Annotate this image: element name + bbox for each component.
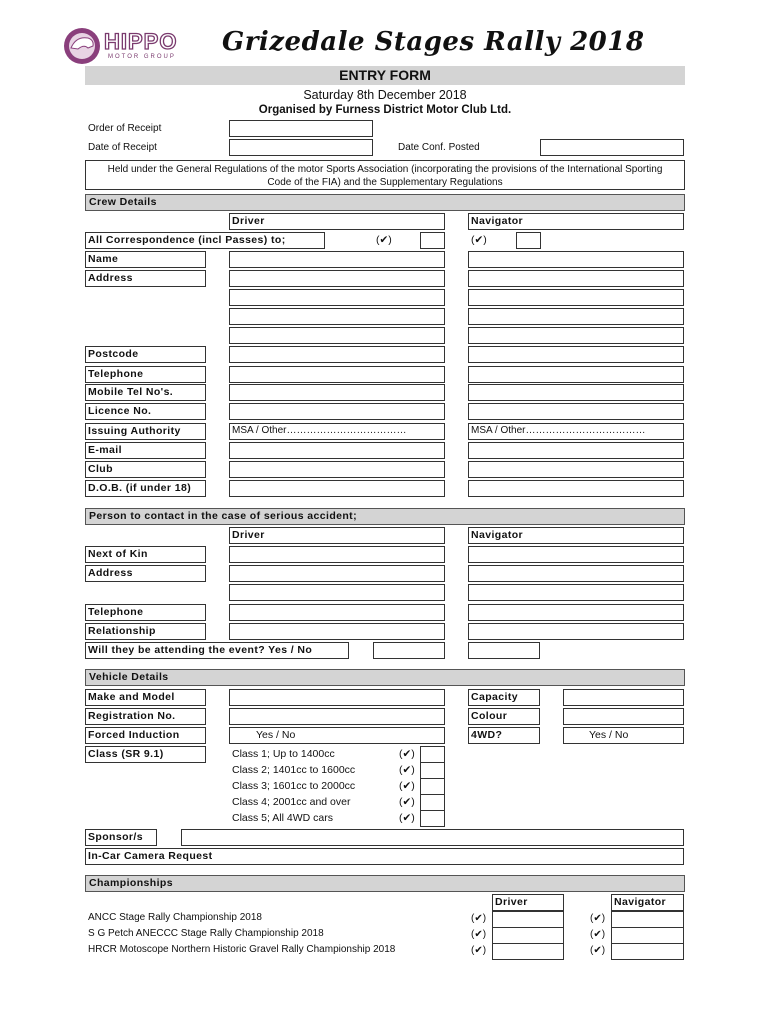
- sponsor-field[interactable]: [181, 829, 684, 846]
- logo-subtext: MOTOR GROUP: [108, 54, 176, 60]
- class-1-tick: (✔): [399, 748, 415, 760]
- champ-2-navigator-checkbox[interactable]: [611, 927, 684, 944]
- navigator-msa-text: MSA / Other………………………………: [471, 425, 646, 436]
- class-option-3: Class 3; 1601cc to 2000cc: [232, 780, 356, 792]
- emergency-contact-header: Person to contact in the case of serious accident;: [85, 508, 685, 525]
- class-1-checkbox[interactable]: [420, 746, 445, 763]
- navigator-kin-field[interactable]: [468, 546, 684, 563]
- driver-club-field[interactable]: [229, 461, 445, 478]
- fwd-label: 4WD?: [468, 727, 540, 744]
- class-3-checkbox[interactable]: [420, 778, 445, 795]
- champ-2-driver-tick: (✔): [471, 929, 487, 940]
- champ-3-driver-checkbox[interactable]: [492, 943, 564, 960]
- championship-2-name: S G Petch ANECCC Stage Rally Championship 2018: [88, 928, 324, 939]
- class-option-5: Class 5; All 4WD cars: [232, 812, 333, 824]
- navigator-address-field-3[interactable]: [468, 308, 684, 325]
- class-option-1: Class 1; Up to 1400cc: [232, 748, 335, 760]
- hippo-logo-icon: [60, 26, 104, 66]
- issuing-authority-label: Issuing Authority: [85, 423, 206, 440]
- forced-induction-label: Forced Induction: [85, 727, 206, 744]
- championship-1-name: ANCC Stage Rally Championship 2018: [88, 912, 262, 923]
- driver-address-field-3[interactable]: [229, 308, 445, 325]
- navigator-address-field-2[interactable]: [468, 289, 684, 306]
- attending-label: Will they be attending the event? Yes / No: [85, 642, 349, 659]
- class-4-checkbox[interactable]: [420, 794, 445, 811]
- navigator-kin-address-field-2[interactable]: [468, 584, 684, 601]
- logo: [60, 26, 190, 66]
- class-label: Class (SR 9.1): [85, 746, 206, 763]
- driver-email-field[interactable]: [229, 442, 445, 459]
- emergency-driver-label: Driver: [232, 529, 265, 541]
- emergency-navigator-label: Navigator: [471, 529, 524, 541]
- championship-3-name: HRCR Motoscope Northern Historic Gravel Rally Championship 2018: [88, 944, 396, 955]
- email-label: E-mail: [85, 442, 206, 459]
- champ-1-driver-tick: (✔): [471, 913, 487, 924]
- capacity-label: Capacity: [468, 689, 540, 706]
- navigator-telephone-field[interactable]: [468, 366, 684, 383]
- kin-address-label: Address: [85, 565, 206, 582]
- driver-kin-address-field-1[interactable]: [229, 565, 445, 582]
- club-label: Club: [85, 461, 206, 478]
- navigator-mobile-field[interactable]: [468, 384, 684, 401]
- date-conf-posted-field[interactable]: [540, 139, 684, 156]
- champ-2-navigator-tick: (✔): [590, 929, 606, 940]
- driver-postcode-field[interactable]: [229, 346, 445, 363]
- class-4-tick: (✔): [399, 796, 415, 808]
- navigator-kin-relationship-field[interactable]: [468, 623, 684, 640]
- champ-3-navigator-tick: (✔): [590, 945, 606, 956]
- telephone-label: Telephone: [85, 366, 206, 383]
- event-date: Saturday 8th December 2018: [303, 88, 467, 102]
- forced-induction-value: Yes / No: [256, 729, 296, 741]
- championships-header: Championships: [85, 875, 685, 892]
- driver-telephone-field[interactable]: [229, 366, 445, 383]
- driver-kin-field[interactable]: [229, 546, 445, 563]
- driver-mobile-field[interactable]: [229, 384, 445, 401]
- date-of-receipt-label: Date of Receipt: [88, 142, 157, 153]
- navigator-address-field-4[interactable]: [468, 327, 684, 344]
- camera-request-label: In-Car Camera Request: [85, 848, 684, 865]
- driver-licence-field[interactable]: [229, 403, 445, 420]
- logo-text: HIPPO: [104, 29, 178, 54]
- form-title: ENTRY FORM: [339, 67, 431, 83]
- make-model-label: Make and Model: [85, 689, 206, 706]
- regulations-note: [85, 160, 685, 190]
- navigator-kin-telephone-field[interactable]: [468, 604, 684, 621]
- order-of-receipt-label: Order of Receipt: [88, 123, 162, 134]
- next-of-kin-label: Next of Kin: [85, 546, 206, 563]
- crew-details-header: Crew Details: [85, 194, 685, 211]
- address-label: Address: [85, 270, 206, 287]
- make-model-field[interactable]: [229, 689, 445, 706]
- navigator-postcode-field[interactable]: [468, 346, 684, 363]
- class-5-checkbox[interactable]: [420, 810, 445, 827]
- navigator-email-field[interactable]: [468, 442, 684, 459]
- navigator-name-field[interactable]: [468, 251, 684, 268]
- champ-2-driver-checkbox[interactable]: [492, 927, 564, 944]
- driver-address-field-4[interactable]: [229, 327, 445, 344]
- class-option-2: Class 2; 1401cc to 1600cc: [232, 764, 356, 776]
- vehicle-details-header: Vehicle Details: [85, 669, 685, 686]
- crew-driver-label: Driver: [232, 215, 265, 227]
- navigator-kin-address-field-1[interactable]: [468, 565, 684, 582]
- class-option-4: Class 4; 2001cc and over: [232, 796, 351, 808]
- navigator-address-field-1[interactable]: [468, 270, 684, 287]
- event-title: Grizedale Stages Rally 2018: [222, 27, 645, 57]
- navigator-licence-field[interactable]: [468, 403, 684, 420]
- class-5-tick: (✔): [399, 812, 415, 824]
- driver-address-field-1[interactable]: [229, 270, 445, 287]
- crew-navigator-label: Navigator: [471, 215, 524, 227]
- kin-telephone-label: Telephone: [85, 604, 206, 621]
- sponsor-label: Sponsor/s: [85, 829, 157, 846]
- navigator-club-field[interactable]: [468, 461, 684, 478]
- regulations-text: Held under the General Regulations of the motor Sports Association (incorporating the provisions of the International Sporting Code of the FIA) and the Supplementary Regulations: [107, 164, 663, 188]
- driver-address-field-2[interactable]: [229, 289, 445, 306]
- postcode-label: Postcode: [85, 346, 206, 363]
- licence-label: Licence No.: [85, 403, 206, 420]
- mobile-label: Mobile Tel No's.: [85, 384, 206, 401]
- driver-name-field[interactable]: [229, 251, 445, 268]
- kin-relationship-label: Relationship: [85, 623, 206, 640]
- fwd-value: Yes / No: [589, 729, 629, 741]
- attending-field[interactable]: [373, 642, 445, 659]
- organiser: Organised by Furness District Motor Club Ltd.: [258, 104, 512, 116]
- name-label: Name: [85, 251, 206, 268]
- champ-1-driver-checkbox[interactable]: [492, 911, 564, 928]
- champ-3-navigator-checkbox[interactable]: [611, 943, 684, 960]
- champ-1-navigator-tick: (✔): [590, 913, 606, 924]
- driver-kin-address-field-2[interactable]: [229, 584, 445, 601]
- correspondence-driver-tick: (✔): [376, 234, 392, 246]
- driver-msa-text: MSA / Other………………………………: [232, 425, 407, 436]
- dob-label: D.O.B. (if under 18): [85, 480, 206, 497]
- class-3-tick: (✔): [399, 780, 415, 792]
- correspondence-navigator-checkbox[interactable]: [516, 232, 541, 249]
- champ-navigator-label: Navigator: [614, 896, 667, 908]
- date-conf-posted-label: Date Conf. Posted: [398, 142, 480, 153]
- form-title-bar: [85, 66, 685, 85]
- class-2-checkbox[interactable]: [420, 762, 445, 779]
- registration-label: Registration No.: [85, 708, 206, 725]
- driver-dob-field[interactable]: [229, 480, 445, 497]
- date-of-receipt-field[interactable]: [229, 139, 373, 156]
- colour-label: Colour: [468, 708, 540, 725]
- navigator-attending-field[interactable]: [468, 642, 540, 659]
- class-2-tick: (✔): [399, 764, 415, 776]
- champ-3-driver-tick: (✔): [471, 945, 487, 956]
- order-of-receipt-field[interactable]: [229, 120, 373, 137]
- correspondence-label: All Correspondence (incl Passes) to;: [85, 232, 325, 249]
- driver-kin-telephone-field[interactable]: [229, 604, 445, 621]
- correspondence-navigator-tick: (✔): [471, 234, 487, 246]
- correspondence-driver-checkbox[interactable]: [420, 232, 445, 249]
- navigator-dob-field[interactable]: [468, 480, 684, 497]
- registration-field[interactable]: [229, 708, 445, 725]
- capacity-field[interactable]: [563, 689, 684, 706]
- champ-1-navigator-checkbox[interactable]: [611, 911, 684, 928]
- champ-driver-label: Driver: [495, 896, 528, 908]
- driver-kin-relationship-field[interactable]: [229, 623, 445, 640]
- colour-field[interactable]: [563, 708, 684, 725]
